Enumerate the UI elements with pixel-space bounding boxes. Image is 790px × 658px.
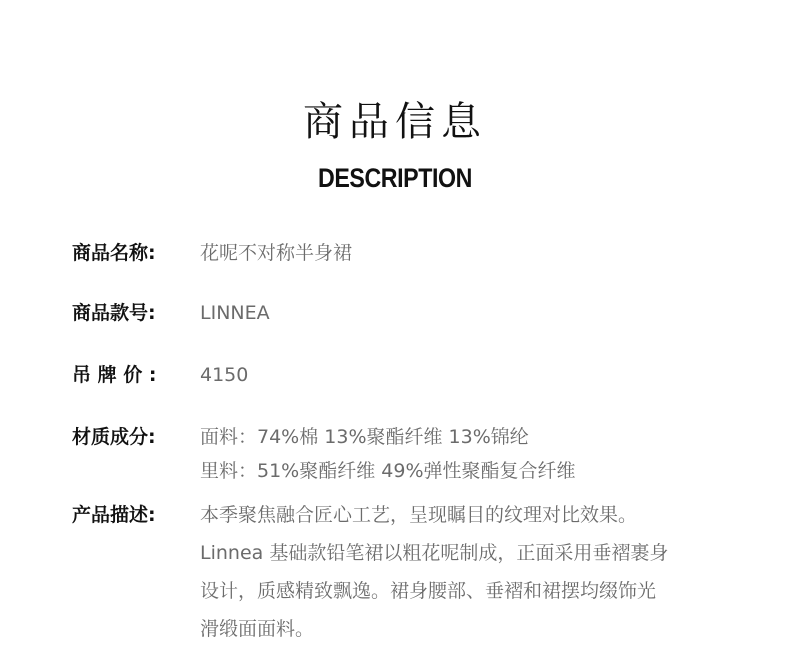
material-label: 材质成分:: [72, 426, 156, 448]
description-line: 滑缎面面料。: [200, 618, 315, 640]
section-subtitle: DESCRIPTION: [318, 163, 472, 193]
product-name-label: 商品名称:: [72, 242, 156, 264]
material-row: [72, 420, 752, 488]
section-title: 商品信息: [303, 99, 487, 145]
price-value: 4150: [200, 364, 249, 386]
material-values: [200, 420, 576, 488]
description-text: [200, 496, 740, 648]
description-row: [72, 496, 752, 648]
price-row: [72, 358, 752, 392]
material-outer-line: 面料：74%棉 13%聚酯纤维 13%锦纶: [200, 426, 529, 448]
material-lining-line: 里料：51%聚酯纤维 49%弹性聚酯复合纤维: [200, 460, 576, 482]
product-name-row: [72, 236, 752, 270]
description-line: 设计，质感精致飘逸。裙身腰部、垂褶和裙摆均缀饰光: [200, 580, 657, 602]
product-model-row: [72, 296, 752, 330]
product-name-value: 花呢不对称半身裙: [200, 242, 353, 264]
description-line: Linnea 基础款铅笔裙以粗花呢制成，正面采用垂褶裹身: [200, 542, 669, 564]
price-label: 吊 牌 价 :: [72, 364, 157, 386]
description-line: 本季聚焦融合匠心工艺，呈现瞩目的纹理对比效果。: [200, 504, 638, 526]
product-model-value: LINNEA: [200, 302, 270, 324]
product-model-label: 商品款号:: [72, 302, 156, 324]
description-label: 产品描述:: [72, 504, 156, 526]
